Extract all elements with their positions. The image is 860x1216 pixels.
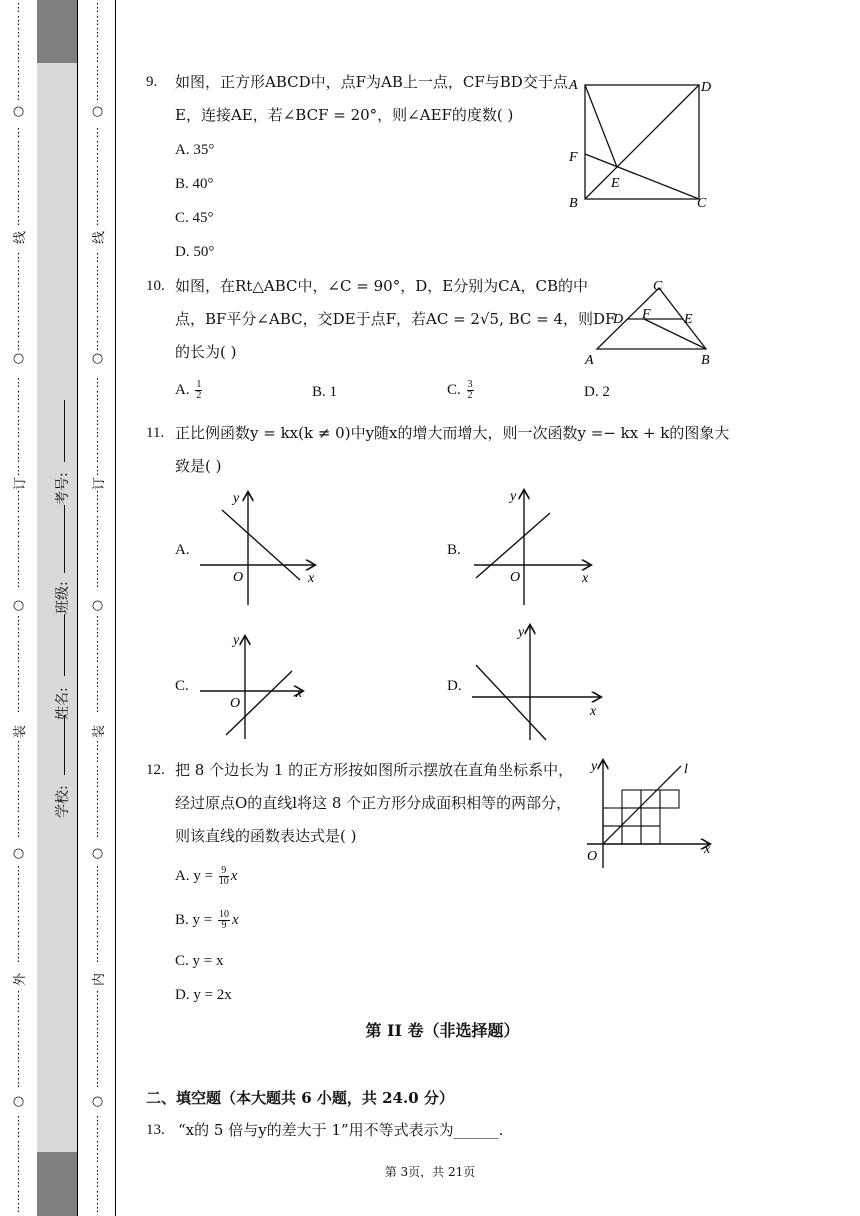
q9-label-b: B: [569, 196, 578, 211]
binding-outer-dot: ⋮: [13, 463, 24, 477]
binding-outer-dot: ⋮: [13, 676, 24, 689]
binding-inner-char: 装: [92, 725, 107, 739]
binding-inner-char: 订: [92, 477, 107, 491]
binding-inner-dot: ⋮: [92, 626, 103, 639]
binding-outer-dot: ⋮: [13, 38, 24, 52]
binding-outer-dot: ⋮: [13, 313, 24, 327]
q10-number: 10.: [146, 278, 165, 294]
q11d-line: [476, 665, 546, 740]
binding-outer-dot: ⋮: [13, 576, 24, 589]
section2-title: [0, 1018, 860, 1041]
binding-outer-dot: ⋮: [13, 938, 24, 952]
binding-outer-dot: ⋮: [13, 51, 24, 64]
binding-outer-dot: ⋮: [13, 1051, 24, 1064]
binding-outer-dot: ⋮: [13, 788, 24, 802]
binding-outer-char: 订: [13, 477, 28, 491]
q11-number: 11.: [146, 425, 165, 441]
binding-outer-dot: ⋮: [13, 526, 24, 539]
binding-inner-dot: ⋮: [92, 26, 103, 39]
binding-inner-dot: ⋮: [92, 376, 103, 389]
binding-inner-dot: ⋮: [92, 276, 103, 289]
binding-outer-dot: ⋮: [13, 301, 24, 314]
q11-graph-c: [196, 625, 316, 743]
binding-outer-dot: ⋮: [13, 151, 24, 164]
binding-outer-dot: ⋮: [13, 13, 24, 27]
name-label: 姓名:: [55, 687, 71, 720]
binding-inner-dot: ⋮: [92, 313, 103, 327]
binding-inner-dot: ⋮: [92, 38, 103, 52]
binding-outer-dot: ⋮: [13, 213, 24, 227]
binding-inner-dot: ⋮: [92, 151, 103, 164]
binding-outer-dot: ⋮: [13, 926, 24, 939]
binding-outer-dot: ⋮: [13, 26, 24, 39]
page-footer: [0, 1163, 860, 1180]
binding-inner-dot: ⋮: [92, 51, 103, 64]
binding-inner-dot: ⋮: [92, 1026, 103, 1039]
page-footer-text: 第 3页，共 21页: [384, 1165, 476, 1179]
q11b-y-label: y: [510, 489, 517, 504]
q10-line3: 的长为( ): [175, 343, 237, 361]
binding-inner-dot: ⋮: [92, 451, 103, 464]
binding-outer-dot: ⋮: [13, 76, 24, 89]
binding-inner-char: 线: [92, 231, 107, 245]
q12-option-b-den: 9: [221, 920, 227, 931]
binding-inner-circle: ○: [91, 846, 104, 861]
q12-option-a-den: 10: [218, 876, 229, 887]
binding-inner-dot: ⋮: [92, 701, 103, 714]
q13-number: 13.: [146, 1122, 165, 1138]
q10-option-d: D. 2: [584, 384, 610, 400]
binding-inner-dot: ⋮: [92, 263, 103, 277]
q12-option-d: D. y = 2x: [175, 987, 232, 1003]
q10-option-c: [447, 380, 476, 401]
binding-outer-dot: ⋮: [13, 638, 24, 652]
binding-inner-dot: ⋮: [92, 338, 103, 352]
binding-inner-dot: ⋮: [92, 188, 103, 202]
binding-inner-circle: ○: [91, 598, 104, 613]
q12-option-b-x: x: [231, 911, 239, 928]
q12-option-c: C. y = x: [175, 953, 224, 969]
binding-outer-dot: ⋮: [13, 201, 24, 214]
binding-inner-dot: ⋮: [92, 676, 103, 689]
q11-graph-d: [468, 620, 608, 745]
binding-outer-dot: ⋮: [13, 988, 24, 1002]
binding-outer-dot: ⋮: [13, 663, 24, 677]
binding-outer-dot: ⋮: [13, 801, 24, 814]
binding-outer-dot: ⋮: [13, 563, 24, 577]
q12-line2: 经过原点O的直线l将这 8 个正方形分成面积相等的两部分，: [175, 794, 572, 812]
q11-line1: 正比例函数y = kx(k ≠ 0)中y随x的增大而增大，则一次函数y =− kx + k的图象大: [175, 424, 730, 442]
binding-outer-dot: ⋮: [13, 1001, 24, 1014]
q11a-x-label: x: [308, 571, 315, 586]
binding-inner-dot: ⋮: [92, 401, 103, 414]
binding-inner-dot: ⋮: [92, 501, 103, 514]
binding-outer-dot: ⋮: [13, 751, 24, 764]
binding-outer-dot: ⋮: [13, 1188, 24, 1202]
q12-y-label: y: [591, 759, 598, 774]
q11c-origin: O: [230, 696, 241, 711]
binding-outer-dot: ⋮: [13, 1038, 24, 1052]
binding-outer-dot: ⋮: [13, 1138, 24, 1152]
q9-line-ae: [585, 85, 617, 167]
binding-outer-dot: ⋮: [13, 401, 24, 414]
q10-sqrt5: √5: [479, 310, 500, 328]
binding-inner-dot: ⋮: [92, 1126, 103, 1139]
name-blank: [64, 614, 65, 676]
q9-option-a: A. 35°: [175, 142, 215, 158]
binding-inner-dot: ⋮: [92, 163, 103, 177]
binding-outer-dot: ⋮: [13, 1126, 24, 1139]
q10-option-b: B. 1: [312, 384, 338, 400]
q9-line-cf: [585, 154, 699, 199]
binding-inner-dot: ⋮: [92, 751, 103, 764]
binding-outer-dot: ⋮: [13, 1026, 24, 1039]
binding-gray-cap-top: [37, 0, 77, 63]
binding-outer-char: 线: [13, 231, 28, 245]
q12-l-label: l: [684, 762, 688, 777]
binding-outer-dot: ⋮: [13, 413, 24, 427]
binding-inner-dot: ⋮: [92, 13, 103, 27]
binding-outer-dot: ⋮: [13, 451, 24, 464]
binding-inner-dot: ⋮: [92, 776, 103, 789]
q11a-y-label: y: [233, 491, 240, 506]
q9-label-e: E: [611, 176, 620, 191]
binding-inner-dot: ⋮: [92, 426, 103, 439]
q10-label-f: F: [642, 307, 651, 322]
q10-label-b: B: [701, 353, 710, 368]
binding-outer-dot: ⋮: [13, 1, 24, 14]
binding-inner-dot: ⋮: [92, 438, 103, 452]
binding-inner-dot: ⋮: [92, 513, 103, 527]
binding-inner-dot: ⋮: [92, 738, 103, 752]
q11c-x-label: x: [296, 686, 303, 701]
binding-inner-dot: ⋮: [92, 863, 103, 877]
q10-line1: 如图，在Rt△ABC中，∠C = 90°，D，E分别为CA，CB的中: [175, 277, 588, 295]
q12-line-l: [603, 766, 681, 844]
binding-gray-cap-bottom: [37, 1152, 77, 1216]
binding-outer-dot: ⋮: [13, 876, 24, 889]
q12-option-b-prefix: B. y =: [175, 911, 213, 928]
q12-option-a-x: x: [230, 867, 238, 884]
binding-outer-dot: ⋮: [13, 63, 24, 77]
binding-inner-dot: ⋮: [92, 1151, 103, 1164]
binding-inner-dot: ⋮: [92, 138, 103, 152]
q10-figure: [580, 276, 720, 368]
section2-title-text: 第 II 卷（非选择题）: [365, 1021, 520, 1040]
binding-inner-dot: ⋮: [92, 1201, 103, 1214]
q9-label-a: A: [569, 78, 578, 93]
binding-inner-dot: ⋮: [92, 251, 103, 264]
binding-outer-dot: ⋮: [13, 488, 24, 502]
q12-option-a: [175, 866, 237, 887]
binding-inner-dot: ⋮: [92, 1051, 103, 1064]
binding-inner-circle: ○: [91, 1094, 104, 1109]
binding-outer-dot: ⋮: [13, 1201, 24, 1214]
binding-inner-dot: ⋮: [92, 388, 103, 402]
exam-no-label: 考号:: [55, 472, 71, 505]
binding-inner-circle: ○: [91, 351, 104, 366]
binding-inner-dot: ⋮: [92, 538, 103, 552]
binding-inner-dot: ⋮: [92, 913, 103, 927]
binding-inner-dot: ⋮: [92, 213, 103, 227]
binding-inner-dot: ⋮: [92, 651, 103, 664]
binding-outer-dot: ⋮: [13, 263, 24, 277]
q12-option-a-num: 9: [219, 866, 229, 877]
binding-outer-dot: ⋮: [13, 951, 24, 964]
binding-outer-dot: ⋮: [13, 651, 24, 664]
binding-outer-dot: ⋮: [13, 863, 24, 877]
q10-option-c-label: C.: [447, 381, 461, 398]
q12-option-b: [175, 910, 239, 931]
binding-inner-dot: ⋮: [92, 826, 103, 839]
q10-label-c: C: [653, 279, 663, 294]
q10-option-a: [175, 380, 204, 401]
binding-inner-dot: ⋮: [92, 763, 103, 777]
q9-figure: [560, 70, 725, 215]
binding-inner-dot: ⋮: [92, 888, 103, 902]
binding-inner-dot: ⋮: [92, 551, 103, 564]
binding-inner-dot: ⋮: [92, 988, 103, 1002]
binding-inner-dot: ⋮: [92, 126, 103, 139]
binding-inner-dot: ⋮: [92, 1076, 103, 1089]
binding-inner-dot: ⋮: [92, 1013, 103, 1027]
q9-option-b: B. 40°: [175, 176, 214, 192]
q12-squares: [603, 790, 679, 844]
binding-inner-dot: ⋮: [92, 201, 103, 214]
q10-line2-part1: 点，BF平分∠ABC，交DE于点F，若AC = 2: [175, 310, 480, 328]
q11-option-c: C.: [175, 678, 189, 694]
fill-section-heading: 二、填空题（本大题共 6 小题，共 24.0 分）: [146, 1089, 454, 1107]
binding-outer-dot: ⋮: [13, 701, 24, 714]
binding-inner-dot: ⋮: [92, 488, 103, 502]
q12-option-a-prefix: A. y =: [175, 867, 214, 884]
binding-inner-dot: ⋮: [92, 951, 103, 964]
binding-outer-dot: ⋮: [13, 888, 24, 902]
q10-line2: [175, 303, 615, 336]
binding-inner-dot: ⋮: [92, 1163, 103, 1177]
binding-outer-dot: ⋮: [13, 813, 24, 827]
binding-inner-dot: ⋮: [92, 813, 103, 827]
q11c-y-label: y: [233, 633, 240, 648]
q9-line2: E，连接AE，若∠BCF = 20°，则∠AEF的度数( ): [175, 106, 514, 124]
q12-number: 12.: [146, 762, 165, 778]
q10-option-a-label: A.: [175, 381, 190, 398]
binding-inner-dot: ⋮: [92, 1138, 103, 1152]
q11b-line: [476, 513, 550, 578]
binding-inner-dot: ⋮: [92, 926, 103, 939]
q9-line1: 如图，正方形ABCD中，点F为AB上一点，CF与BD交于点: [175, 73, 568, 91]
q11-option-a: A.: [175, 542, 190, 558]
binding-outer-dot: ⋮: [13, 738, 24, 752]
binding-outer-dot: ⋮: [13, 763, 24, 777]
binding-outer-char: 装: [13, 725, 28, 739]
binding-inner-dot: ⋮: [92, 176, 103, 189]
q12-figure: [583, 756, 719, 874]
binding-inner-dot: ⋮: [92, 876, 103, 889]
q10-option-c-den: 2: [467, 390, 473, 401]
q9-option-c: C. 45°: [175, 210, 214, 226]
binding-outer-dot: ⋮: [13, 426, 24, 439]
binding-inner-dot: ⋮: [92, 1188, 103, 1202]
binding-outer-circle: ○: [12, 1094, 25, 1109]
binding-inner-dot: ⋮: [92, 413, 103, 427]
q12-origin: O: [587, 849, 598, 864]
binding-outer-dot: ⋮: [13, 388, 24, 402]
q11b-origin: O: [510, 570, 521, 585]
binding-outer-dot: ⋮: [13, 1013, 24, 1027]
q10-option-a-den: 2: [196, 390, 202, 401]
q9-diagonal-bd: [585, 85, 699, 199]
q11-option-d: D.: [447, 678, 462, 694]
binding-inner-circle: ○: [91, 104, 104, 119]
q11d-y-label: y: [518, 625, 525, 640]
binding-inner-dot: ⋮: [92, 1063, 103, 1077]
q11a-origin: O: [233, 570, 244, 585]
q10-line-bf: [644, 319, 706, 349]
q10-label-e: E: [684, 312, 693, 327]
class-blank: [64, 505, 65, 573]
q9-option-d: D. 50°: [175, 244, 215, 260]
q11d-x-label: x: [590, 704, 597, 719]
binding-outer-dot: ⋮: [13, 901, 24, 914]
binding-inner-dot: ⋮: [92, 526, 103, 539]
q11-option-b: B.: [447, 542, 461, 558]
class-label: 班级:: [55, 581, 71, 614]
binding-outer-dot: ⋮: [13, 1076, 24, 1089]
binding-inner-dot: ⋮: [92, 663, 103, 677]
binding-outer-dot: ⋮: [13, 88, 24, 102]
binding-outer-dot: ⋮: [13, 538, 24, 552]
binding-outer-char: 外: [13, 973, 28, 987]
binding-outer-dot: ⋮: [13, 163, 24, 177]
binding-outer-dot: ⋮: [13, 551, 24, 564]
binding-outer-circle: ○: [12, 846, 25, 861]
binding-outer-dot: ⋮: [13, 326, 24, 339]
binding-outer-dot: ⋮: [13, 251, 24, 264]
binding-inner-dot: ⋮: [92, 788, 103, 802]
binding-inner-dot: ⋮: [92, 1038, 103, 1052]
binding-outer-dot: ⋮: [13, 1063, 24, 1077]
binding-inner-dot: ⋮: [92, 688, 103, 702]
q10-label-d: D: [613, 312, 624, 327]
q11-graph-a: [196, 488, 326, 610]
q9-label-c: C: [697, 196, 707, 211]
binding-outer-dot: ⋮: [13, 1163, 24, 1177]
q12-option-b-num: 10: [218, 909, 229, 920]
binding-inner-dot: ⋮: [92, 76, 103, 89]
binding-outer-dot: ⋮: [13, 1176, 24, 1189]
binding-outer-dot: ⋮: [13, 438, 24, 452]
binding-inner-dot: ⋮: [92, 613, 103, 627]
binding-outer-dot: ⋮: [13, 188, 24, 202]
binding-outer-dot: ⋮: [13, 913, 24, 927]
binding-outer-dot: ⋮: [13, 1151, 24, 1164]
binding-outer-dot: ⋮: [13, 626, 24, 639]
q10-label-a: A: [585, 353, 594, 368]
binding-inner-dot: ⋮: [92, 1176, 103, 1189]
binding-outer-circle: ○: [12, 598, 25, 613]
binding-outer-dot: ⋮: [13, 338, 24, 352]
q10-option-a-num: 1: [196, 379, 202, 390]
binding-inner-dot: ⋮: [92, 326, 103, 339]
binding-outer-dot: ⋮: [13, 688, 24, 702]
q10-option-c-num: 3: [467, 379, 473, 390]
binding-outer-dot: ⋮: [13, 1113, 24, 1127]
exam-no-blank: [64, 400, 65, 462]
binding-inner-dot: ⋮: [92, 288, 103, 302]
binding-inner-dot: ⋮: [92, 1001, 103, 1014]
school-label: 学校:: [55, 785, 71, 818]
binding-outer-circle: ○: [12, 351, 25, 366]
binding-outer-dot: ⋮: [13, 276, 24, 289]
binding-inner-dot: ⋮: [92, 901, 103, 914]
binding-outer-dot: ⋮: [13, 513, 24, 527]
binding-inner-dot: ⋮: [92, 938, 103, 952]
binding-inner-dot: ⋮: [92, 463, 103, 477]
binding-outer-circle: ○: [12, 104, 25, 119]
q12-line3: 则该直线的函数表达式是( ): [175, 827, 357, 845]
binding-outer-dot: ⋮: [13, 288, 24, 302]
q9-number: 9.: [146, 74, 158, 90]
q12-line1: 把 8 个边长为 1 的正方形按如图所示摆放在直角坐标系中，: [175, 761, 574, 779]
binding-inner-dot: ⋮: [92, 801, 103, 814]
school-blank: [64, 715, 65, 775]
binding-inner-dot: ⋮: [92, 638, 103, 652]
binding-inner-dot: ⋮: [92, 576, 103, 589]
binding-inner-dot: ⋮: [92, 1113, 103, 1127]
q11b-x-label: x: [582, 571, 589, 586]
binding-inner-dot: ⋮: [92, 88, 103, 102]
q10-line2-part2: , BC = 4，则DF: [499, 310, 616, 328]
q9-label-f: F: [569, 150, 578, 165]
q13-text: “x的 5 倍与y的差大于 1”用不等式表示为______.: [178, 1121, 504, 1139]
binding-outer-dot: ⋮: [13, 126, 24, 139]
binding-outer-dot: ⋮: [13, 501, 24, 514]
binding-inner-dot: ⋮: [92, 1, 103, 14]
binding-outer-dot: ⋮: [13, 826, 24, 839]
q11-line2: 致是( ): [175, 457, 222, 475]
q9-label-d: D: [701, 80, 712, 95]
q11-graph-b: [470, 486, 600, 608]
binding-outer-dot: ⋮: [13, 138, 24, 152]
binding-outer-dot: ⋮: [13, 613, 24, 627]
binding-inner-char: 内: [92, 973, 107, 987]
binding-outer-dot: ⋮: [13, 376, 24, 389]
binding-outer-dot: ⋮: [13, 176, 24, 189]
q12-x-label: x: [704, 842, 711, 857]
binding-inner-dot: ⋮: [92, 563, 103, 577]
binding-inner-dot: ⋮: [92, 63, 103, 77]
binding-inner-dot: ⋮: [92, 301, 103, 314]
binding-outer-dot: ⋮: [13, 776, 24, 789]
